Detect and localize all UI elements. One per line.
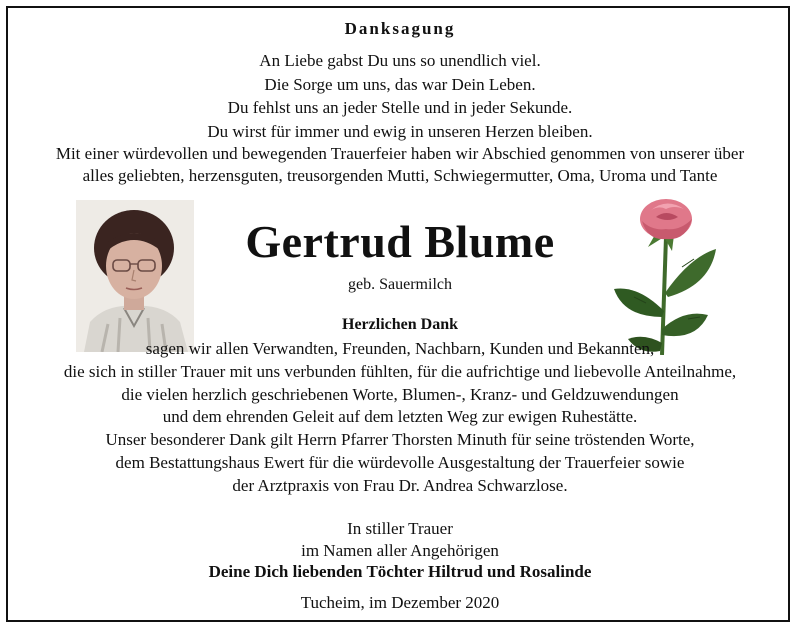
thanks-line: dem Bestattungshaus Ewert für die würdevolle Ausgestaltung der Trauerfeier sowie [115, 452, 685, 472]
thanks-line: die vielen herzlich geschriebenen Worte, Blumen-, Kranz- und Geldzuwendungen [121, 384, 679, 404]
thanks-line: der Arztpraxis von Frau Dr. Andrea Schwarzlose. [232, 475, 568, 495]
thanks-line: sagen wir allen Verwandten, Freunden, Nachbarn, Kunden und Bekannten, [145, 339, 655, 358]
thanks-text [0, 338, 800, 498]
intro-text [0, 143, 800, 187]
poem-line: Du wirst für immer und ewig in unseren Herzen bleiben. [207, 121, 593, 141]
intro-line: alles geliebten, herzensguten, treusorgenden Mutti, Schwiegermutter, Oma, Uroma und Tante [82, 166, 718, 185]
signers: Deine Dich liebenden Töchter Hiltrud und Rosalinde [208, 562, 592, 581]
closing-line: im Namen aller Angehörigen [301, 541, 499, 560]
thanks-line: die sich in stiller Trauer mit uns verbunden fühlten, für die aufrichtige und liebevolle Anteilnahme, [63, 361, 737, 381]
deceased-name: Gertrud Blume [245, 216, 555, 267]
birth-name: geb. Sauermilch [348, 276, 452, 293]
poem-line: An Liebe gabst Du uns so unendlich viel. [259, 51, 541, 70]
closing [0, 518, 800, 562]
place-date: Tucheim, im Dezember 2020 [300, 593, 500, 612]
heading: Danksagung [344, 19, 456, 38]
closing-line: In stiller Trauer [347, 519, 453, 538]
poem-line: Du fehlst uns an jeder Stelle und in jeder Sekunde. [227, 98, 573, 117]
thanks-heading: Herzlichen Dank [342, 316, 458, 333]
intro-line: Mit einer würdevollen und bewegenden Trauerfeier haben wir Abschied genommen von unserer über [55, 144, 745, 163]
poem [0, 49, 800, 143]
poem-line: Die Sorge um uns, das war Dein Leben. [264, 74, 536, 94]
thanks-line: und dem ehrenden Geleit auf dem letzten Weg zur ewigen Ruhestätte. [162, 407, 638, 427]
thanks-line: Unser besonderer Dank gilt Herrn Pfarrer Thorsten Minuth für seine tröstenden Worte, [105, 430, 695, 450]
